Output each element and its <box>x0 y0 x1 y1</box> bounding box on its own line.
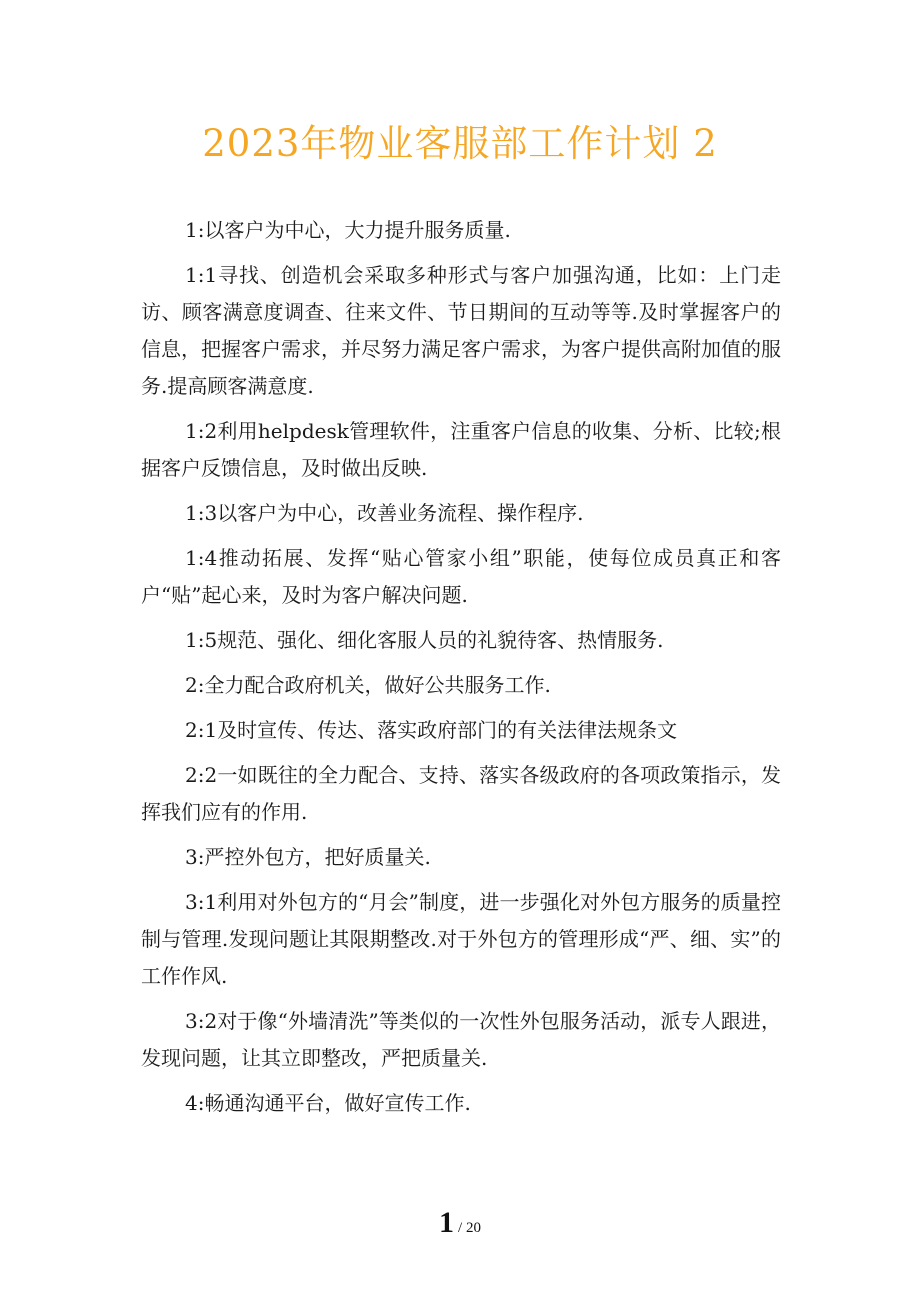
paragraph: 3:1利用对外包方的“月会”制度，进一步强化对外包方服务的质量控制与管理.发现问题让其限期整改.对于外包方的管理形成“严、细、实”的工作作风. <box>141 890 781 988</box>
paragraph: 1:3以客户为中心，改善业务流程、操作程序. <box>185 501 584 525</box>
paragraph: 1:1寻找、创造机会采取多种形式与客户加强沟通，比如：上门走访、顾客满意度调查、往来文件、节日期间的互动等等.及时掌握客户的信息，把握客户需求，并尽努力满足客户需求，为客户提供高附加值的服务.提高顾客满意度. <box>141 263 781 398</box>
page-footer <box>0 1206 920 1240</box>
paragraph: 2:全力配合政府机关，做好公共服务工作. <box>185 673 551 697</box>
paragraph: 3:严控外包方，把好质量关. <box>185 845 431 869</box>
page-total: / 20 <box>458 1220 481 1236</box>
paragraph: 1:5规范、强化、细化客服人员的礼貌待客、热情服务. <box>185 628 664 652</box>
paragraph: 2:1及时宣传、传达、落实政府部门的有关法律法规条文 <box>185 718 678 742</box>
paragraph: 1:以客户为中心，大力提升服务质量. <box>185 218 511 242</box>
paragraph: 3:2对于像“外墙清洗”等类似的一次性外包服务活动，派专人跟进，发现问题，让其立即整改，严把质量关. <box>141 1009 781 1070</box>
paragraph: 2:2一如既往的全力配合、支持、落实各级政府的各项政策指示，发挥我们应有的作用. <box>141 763 781 824</box>
document-body <box>141 212 781 1130</box>
paragraph: 1:4推动拓展、发挥“贴心管家小组”职能，使每位成员真正和客户“贴”起心来，及时为客户解决问题. <box>141 546 781 607</box>
paragraph: 1:2利用helpdesk管理软件，注重客户信息的收集、分析、比较;根据客户反馈信息，及时做出反映. <box>141 419 781 480</box>
paragraph: 4:畅通沟通平台，做好宣传工作. <box>185 1091 471 1115</box>
document-title: 2023年物业客服部工作计划 2 <box>202 122 718 165</box>
page-number: 1 <box>439 1206 455 1239</box>
